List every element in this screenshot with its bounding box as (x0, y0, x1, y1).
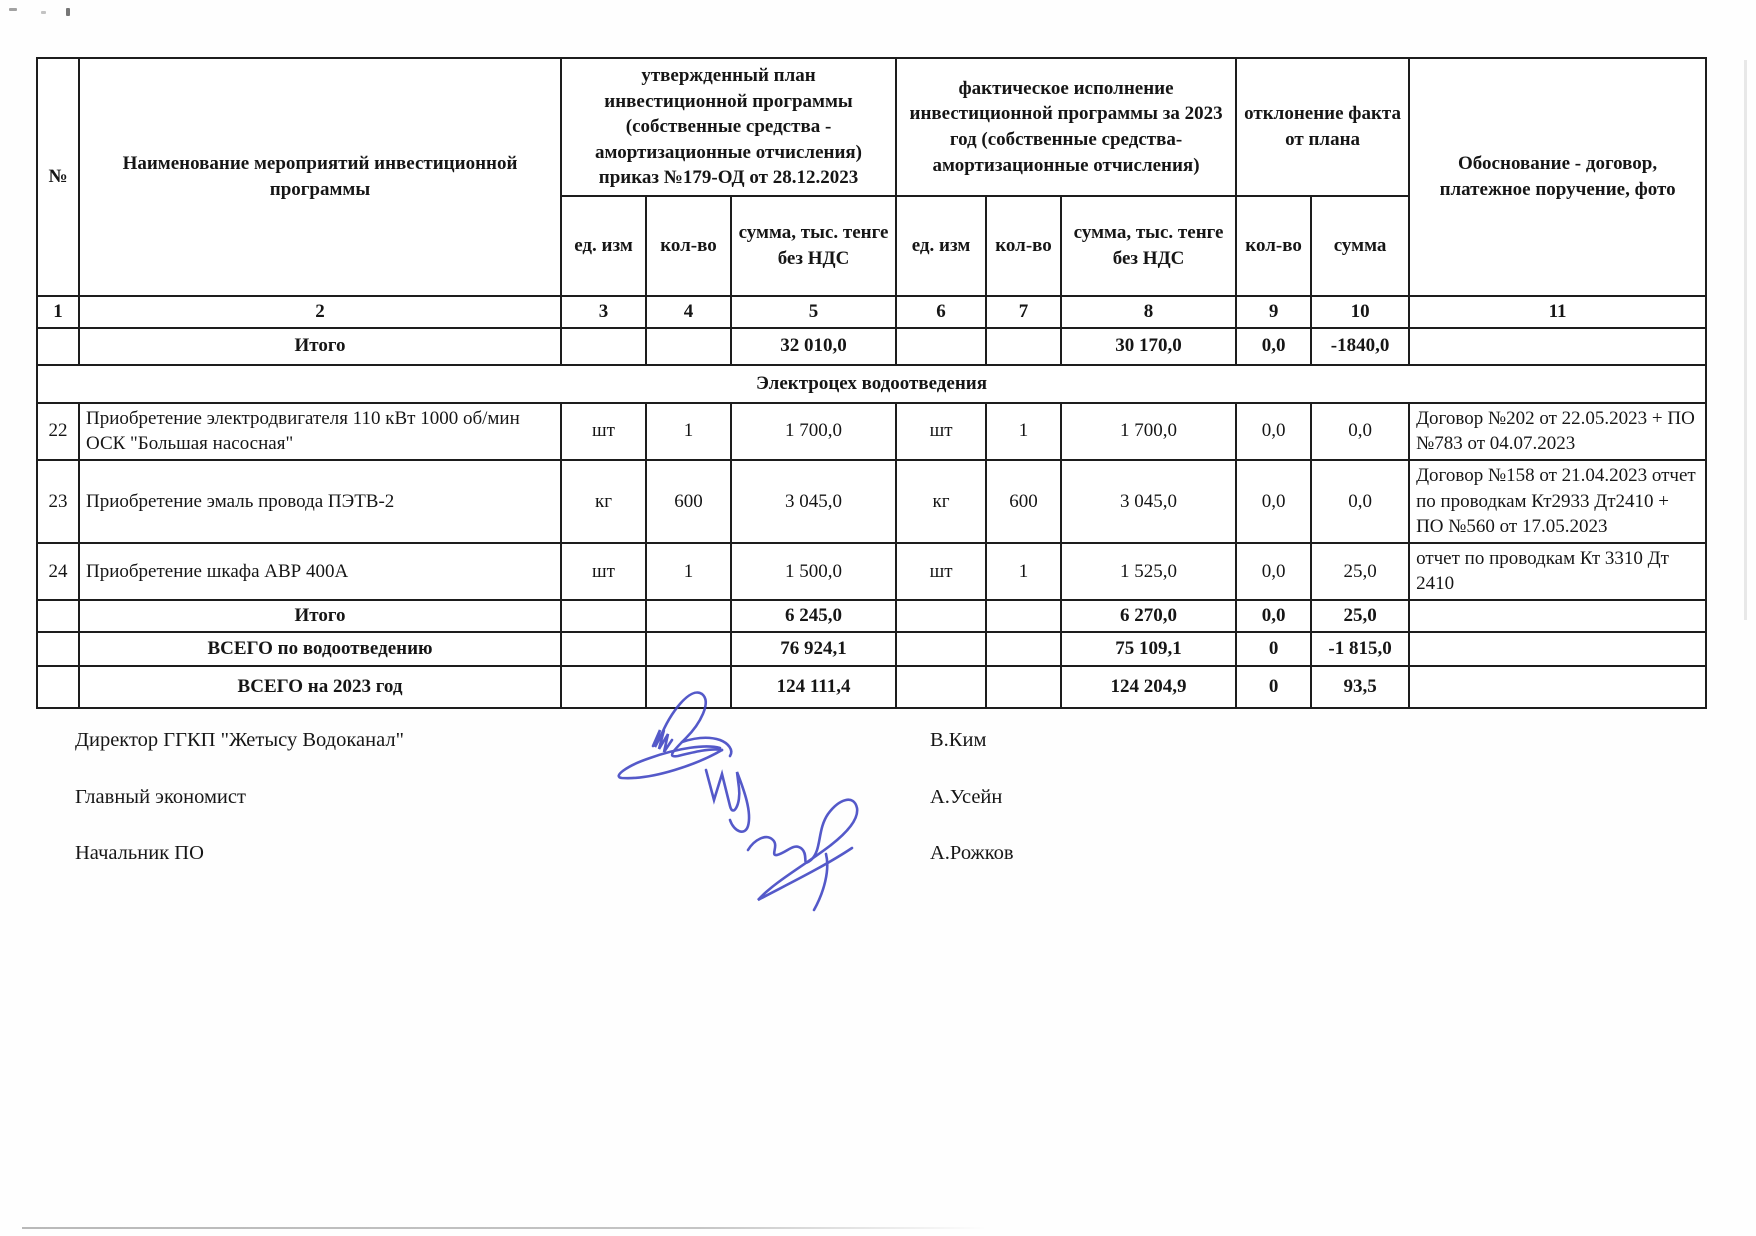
totals-top-plan-sum: 32 010,0 (731, 328, 896, 365)
totals-year-label: ВСЕГО на 2023 год (79, 666, 561, 708)
subheader-dev-qty: кол-во (1236, 196, 1311, 296)
header-name: Наименование мероприятий инвестиционной программы (79, 58, 561, 296)
colnum-7: 7 (986, 296, 1061, 328)
colnum-11: 11 (1409, 296, 1706, 328)
scan-edge-line (22, 1227, 987, 1229)
row-justification: Договор №158 от 21.04.2023 отчет по проводкам Кт2933 Дт2410 + ПО №560 от 17.05.2023 (1409, 460, 1706, 543)
totals-section-dev-qty: 0,0 (1236, 600, 1311, 632)
empty-cell (1409, 328, 1706, 365)
row-fact-qty: 1 (986, 403, 1061, 460)
totals-section-label: Итого (79, 600, 561, 632)
signature-title: Начальник ПО (75, 842, 204, 864)
empty-cell (561, 666, 646, 708)
row-fact-sum: 1 700,0 (1061, 403, 1236, 460)
empty-cell (986, 600, 1061, 632)
row-justification: Договор №202 от 22.05.2023 + ПО №783 от 04.07.2023 (1409, 403, 1706, 460)
colnum-2: 2 (79, 296, 561, 328)
row-dev-qty: 0,0 (1236, 460, 1311, 543)
scan-edge-streak (1744, 60, 1747, 620)
row-plan-sum: 1 700,0 (731, 403, 896, 460)
row-plan-qty: 600 (646, 460, 731, 543)
empty-cell (986, 666, 1061, 708)
row-dev-sum: 0,0 (1311, 403, 1409, 460)
totals-top-fact-sum: 30 170,0 (1061, 328, 1236, 365)
signature-name: А.Усейн (930, 786, 1003, 808)
empty-cell (561, 600, 646, 632)
row-plan-qty: 1 (646, 543, 731, 600)
totals-top-dev-qty: 0,0 (1236, 328, 1311, 365)
column-number-row (37, 296, 1706, 328)
empty-cell (37, 328, 79, 365)
empty-cell (37, 632, 79, 666)
row-justification: отчет по проводкам Кт 3310 Дт 2410 (1409, 543, 1706, 600)
empty-cell (986, 328, 1061, 365)
totals-top-row (37, 328, 1706, 365)
totals-top-label: Итого (79, 328, 561, 365)
header-group-fact: фактическое исполнение инвестиционной программы за 2023 год (собственные средства- амортизационные отчисления) (896, 58, 1236, 196)
table-row (37, 543, 1706, 600)
colnum-8: 8 (1061, 296, 1236, 328)
header-no: № (37, 58, 79, 296)
section-title-row (37, 365, 1706, 403)
row-plan-unit: шт (561, 403, 646, 460)
row-fact-qty: 1 (986, 543, 1061, 600)
row-name: Приобретение электродвигателя 110 кВт 1000 об/мин ОСК "Большая насосная" (79, 403, 561, 460)
empty-cell (896, 666, 986, 708)
row-plan-unit: кг (561, 460, 646, 543)
row-dev-qty: 0,0 (1236, 403, 1311, 460)
row-fact-sum: 3 045,0 (1061, 460, 1236, 543)
signature-name: В.Ким (930, 729, 987, 751)
table-row (37, 460, 1706, 543)
colnum-3: 3 (561, 296, 646, 328)
totals-wastewater-fact-sum: 75 109,1 (1061, 632, 1236, 666)
empty-cell (896, 632, 986, 666)
scan-speck (66, 8, 70, 16)
empty-cell (561, 632, 646, 666)
totals-year-dev-qty: 0 (1236, 666, 1311, 708)
empty-cell (646, 666, 731, 708)
subheader-fact-qty: кол-во (986, 196, 1061, 296)
signature-line (75, 786, 1175, 809)
totals-year-row (37, 666, 1706, 708)
row-dev-sum: 0,0 (1311, 460, 1409, 543)
row-fact-qty: 600 (986, 460, 1061, 543)
totals-wastewater-dev-sum: -1 815,0 (1311, 632, 1409, 666)
colnum-1: 1 (37, 296, 79, 328)
totals-wastewater-row (37, 632, 1706, 666)
totals-wastewater-label: ВСЕГО по водоотведению (79, 632, 561, 666)
empty-cell (646, 600, 731, 632)
row-fact-sum: 1 525,0 (1061, 543, 1236, 600)
empty-cell (646, 328, 731, 365)
colnum-10: 10 (1311, 296, 1409, 328)
scan-speck (9, 8, 17, 11)
row-plan-sum: 1 500,0 (731, 543, 896, 600)
signature-line (75, 729, 1175, 752)
empty-cell (1409, 666, 1706, 708)
row-no: 23 (37, 460, 79, 543)
row-plan-qty: 1 (646, 403, 731, 460)
row-name: Приобретение шкафа АВР 400А (79, 543, 561, 600)
header-group-row (37, 58, 1706, 196)
totals-year-fact-sum: 124 204,9 (1061, 666, 1236, 708)
row-no: 22 (37, 403, 79, 460)
totals-year-dev-sum: 93,5 (1311, 666, 1409, 708)
empty-cell (896, 328, 986, 365)
row-fact-unit: шт (896, 543, 986, 600)
colnum-9: 9 (1236, 296, 1311, 328)
totals-top-dev-sum: -1840,0 (1311, 328, 1409, 365)
empty-cell (1409, 632, 1706, 666)
subheader-plan-sum: сумма, тыс. тенге без НДС (731, 196, 896, 296)
row-dev-qty: 0,0 (1236, 543, 1311, 600)
empty-cell (561, 328, 646, 365)
empty-cell (986, 632, 1061, 666)
scan-speck (41, 11, 46, 14)
empty-cell (1409, 600, 1706, 632)
signature-name: А.Рожков (930, 842, 1014, 864)
subheader-fact-sum: сумма, тыс. тенге без НДС (1061, 196, 1236, 296)
subheader-plan-qty: кол-во (646, 196, 731, 296)
totals-section-fact-sum: 6 270,0 (1061, 600, 1236, 632)
header-justification: Обоснование - договор, платежное поручение, фото (1409, 58, 1706, 296)
totals-section-row (37, 600, 1706, 632)
signature-title: Директор ГГКП "Жетысу Водоканал" (75, 729, 404, 751)
empty-cell (37, 600, 79, 632)
signature-title: Главный экономист (75, 786, 246, 808)
subheader-dev-sum: сумма (1311, 196, 1409, 296)
totals-section-dev-sum: 25,0 (1311, 600, 1409, 632)
empty-cell (896, 600, 986, 632)
row-fact-unit: шт (896, 403, 986, 460)
row-dev-sum: 25,0 (1311, 543, 1409, 600)
colnum-4: 4 (646, 296, 731, 328)
row-no: 24 (37, 543, 79, 600)
totals-wastewater-dev-qty: 0 (1236, 632, 1311, 666)
signature-line (75, 842, 1175, 865)
colnum-6: 6 (896, 296, 986, 328)
totals-year-plan-sum: 124 111,4 (731, 666, 896, 708)
section-title: Электроцех водоотведения (37, 365, 1706, 403)
row-plan-sum: 3 045,0 (731, 460, 896, 543)
totals-wastewater-plan-sum: 76 924,1 (731, 632, 896, 666)
investment-program-table (36, 57, 1707, 709)
empty-cell (646, 632, 731, 666)
header-group-deviation: отклонение факта от плана (1236, 58, 1409, 196)
totals-section-plan-sum: 6 245,0 (731, 600, 896, 632)
subheader-fact-unit: ед. изм (896, 196, 986, 296)
subheader-plan-unit: ед. изм (561, 196, 646, 296)
row-fact-unit: кг (896, 460, 986, 543)
table-row (37, 403, 1706, 460)
empty-cell (37, 666, 79, 708)
row-name: Приобретение эмаль провода ПЭТВ-2 (79, 460, 561, 543)
colnum-5: 5 (731, 296, 896, 328)
row-plan-unit: шт (561, 543, 646, 600)
header-group-plan: утвержденный план инвестиционной программы (собственные средства - амортизационные отчисления) приказ №179-ОД от 28.12.2023 (561, 58, 896, 196)
